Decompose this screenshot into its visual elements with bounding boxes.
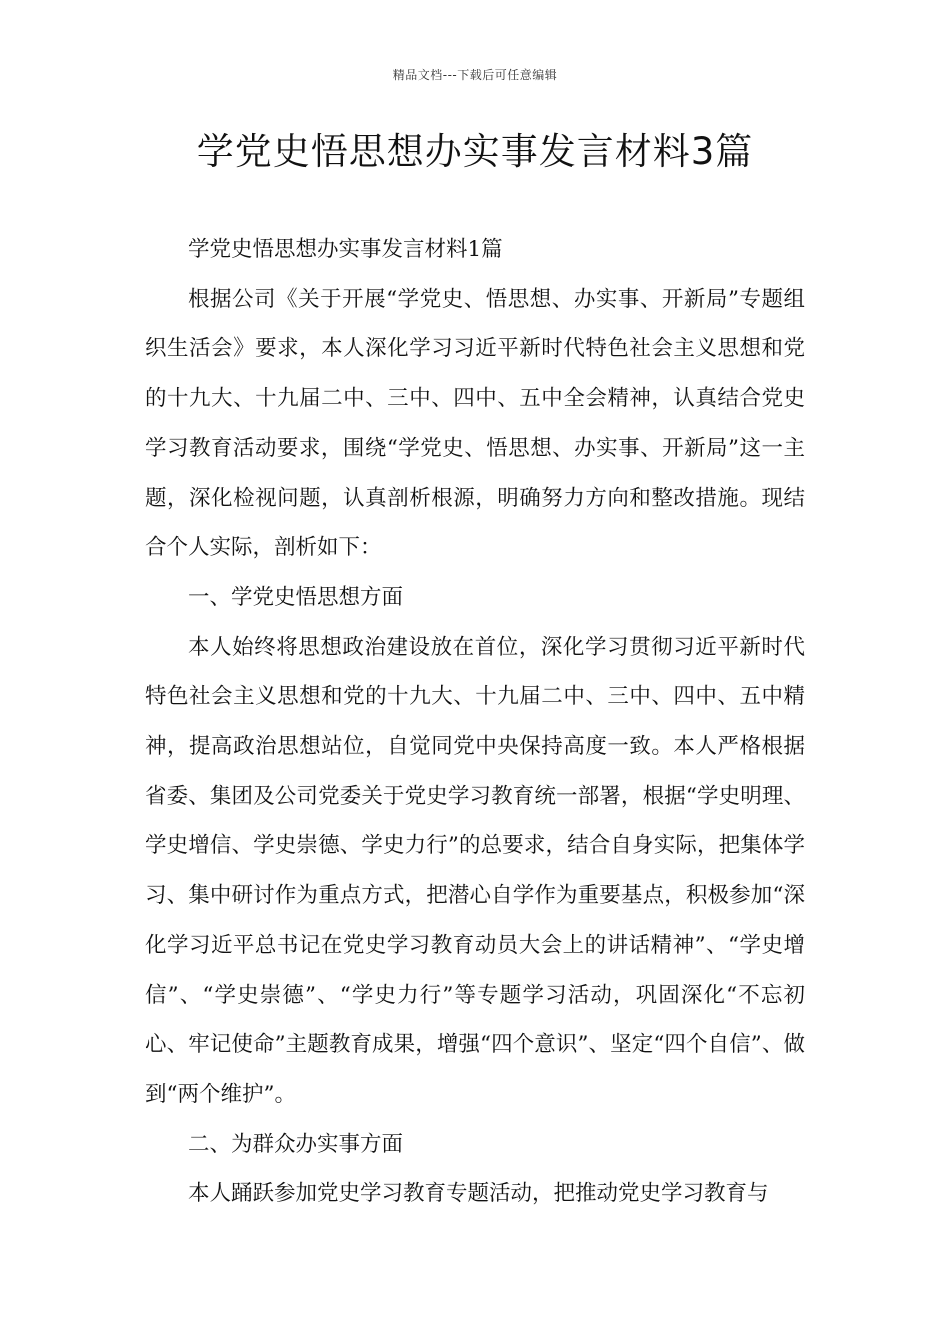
document-title: 学党史悟思想办实事发言材料3篇 (196, 130, 754, 173)
section-2-paragraph: 本人踊跃参加党史学习教育专题活动，把推动党史学习教育与 (188, 1181, 769, 1207)
intro-paragraph: 根据公司《关于开展“学党史、悟思想、办实事、开新局”专题组织生活会》要求，本人深化学习习近平新时代特色社会主义思想和党的十九大、十九届二中、三中、四中、五中全会精神，认真结合党史学习教育活动要求，围绕“学党史、悟思想、办实事、开新局”这一主题，深化检视问题，认真剖析根源，明确努力方向和整改措施。现结合个人实际，剖析如下： (145, 286, 805, 561)
header-note: 精品文档---下载后可任意编辑 (392, 68, 558, 82)
subtitle-paragraph: 学党史悟思想办实事发言材料1篇 (188, 237, 503, 262)
section-heading-2: 二、为群众办实事方面 (188, 1131, 404, 1157)
section-1-paragraph: 本人始终将思想政治建设放在首位，深化学习贯彻习近平新时代特色社会主义思想和党的十九大、十九届二中、三中、四中、五中精神，提高政治思想站位，自觉同党中央保持高度一致。本人严格根据省委、集团及公司党委关于党史学习教育统一部署，根据“学史明理、学史增信、学史崇德、学史力行”的总要求，结合自身实际，把集体学习、集中研讨作为重点方式，把潜心自学作为重要基点，积极参加“深化学习近平总书记在党史学习教育动员大会上的讲话精神”、“学史增信”、“学史崇德”、“学史力行”等专题学习活动，巩固深化“不忘初心、牢记使命”主题教育成果，增强“四个意识”、坚定“四个自信”、做到“两个维护”。 (145, 634, 805, 1107)
section-heading-1: 一、学党史悟思想方面 (188, 584, 404, 610)
document-body (145, 225, 805, 1219)
